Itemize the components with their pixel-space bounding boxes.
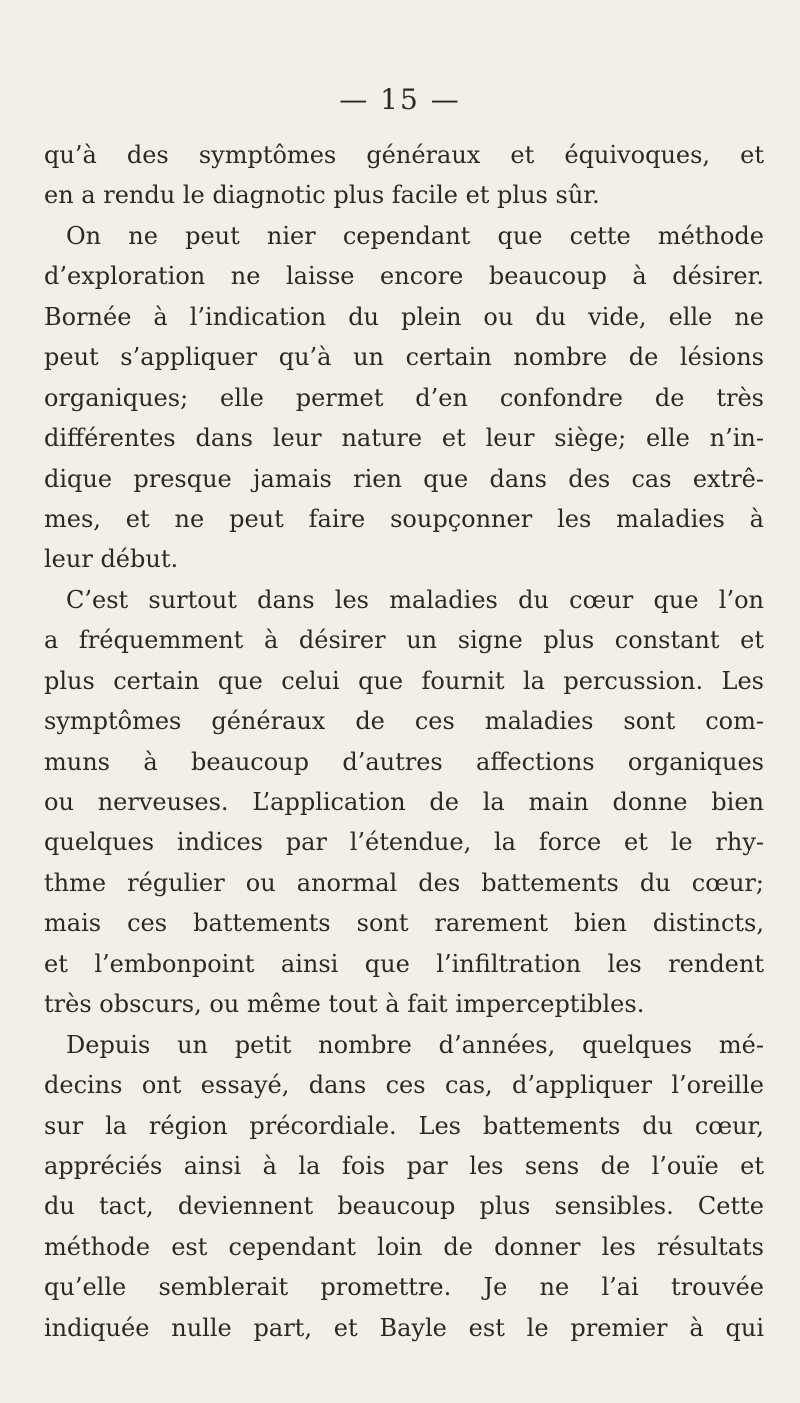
text-line-10: mes, et ne peut faire soupçonner les maladies à xyxy=(44,504,764,533)
text-line-16: muns à beaucoup d’autres affections organiques xyxy=(44,747,764,776)
text-line-3: On ne peut nier cependant que cette méthode xyxy=(66,221,764,250)
text-line-21: et l’embonpoint ainsi que l’infiltration les rendent xyxy=(44,949,764,978)
text-line-15: symptômes généraux de ces maladies sont com- xyxy=(44,707,764,736)
text-line-12: C’est surtout dans les maladies du cœur que l’on xyxy=(66,585,764,614)
text-line-19: thme régulier ou anormal des battements du cœur; xyxy=(44,868,764,897)
text-line-22: très obscurs, ou même tout à fait imperceptibles. xyxy=(44,990,645,1019)
text-line-20: mais ces battements sont rarement bien distincts, xyxy=(44,909,764,938)
text-line-23: Depuis un petit nombre d’années, quelques mé- xyxy=(66,1030,764,1059)
text-line-6: peut s’appliquer qu’à un certain nombre de lésions xyxy=(44,343,764,372)
text-line-27: du tact, deviennent beaucoup plus sensibles. Cette xyxy=(44,1192,764,1221)
page-number: — 15 — xyxy=(339,83,461,116)
page-text xyxy=(44,135,764,1348)
text-line-9: dique presque jamais rien que dans des cas extrê- xyxy=(44,464,764,493)
text-line-28: méthode est cependant loin de donner les résultats xyxy=(44,1232,764,1261)
text-line-2: en a rendu le diagnotic plus facile et plus sûr. xyxy=(44,181,600,210)
text-line-5: Bornée à l’indication du plein ou du vide, elle ne xyxy=(44,302,764,331)
text-line-25: sur la région précordiale. Les battements du cœur, xyxy=(44,1111,764,1140)
text-line-17: ou nerveuses. L’application de la main donne bien xyxy=(44,788,764,816)
text-line-7: organiques; elle permet d’en confondre de très xyxy=(44,383,764,412)
text-line-30: indiquée nulle part, et Bayle est le premier à qui xyxy=(44,1313,764,1342)
text-line-14: plus certain que celui que fournit la percussion. Les xyxy=(44,666,764,695)
text-line-29: qu’elle semblerait promettre. Je ne l’ai trouvée xyxy=(44,1273,764,1302)
text-line-11: leur début. xyxy=(44,545,179,574)
text-line-26: appréciés ainsi à la fois par les sens de l’ouïe et xyxy=(44,1151,764,1180)
text-line-13: a fréquemment à désirer un signe plus constant et xyxy=(44,626,764,655)
text-line-4: d’exploration ne laisse encore beaucoup à désirer. xyxy=(44,262,764,291)
text-line-1: qu’à des symptômes généraux et équivoques, et xyxy=(44,141,764,169)
text-line-24: decins ont essayé, dans ces cas, d’appliquer l’oreille xyxy=(44,1071,764,1100)
text-line-18: quelques indices par l’étendue, la force et le rhy- xyxy=(44,828,764,857)
text-line-8: différentes dans leur nature et leur siège; elle n’in- xyxy=(44,424,764,453)
